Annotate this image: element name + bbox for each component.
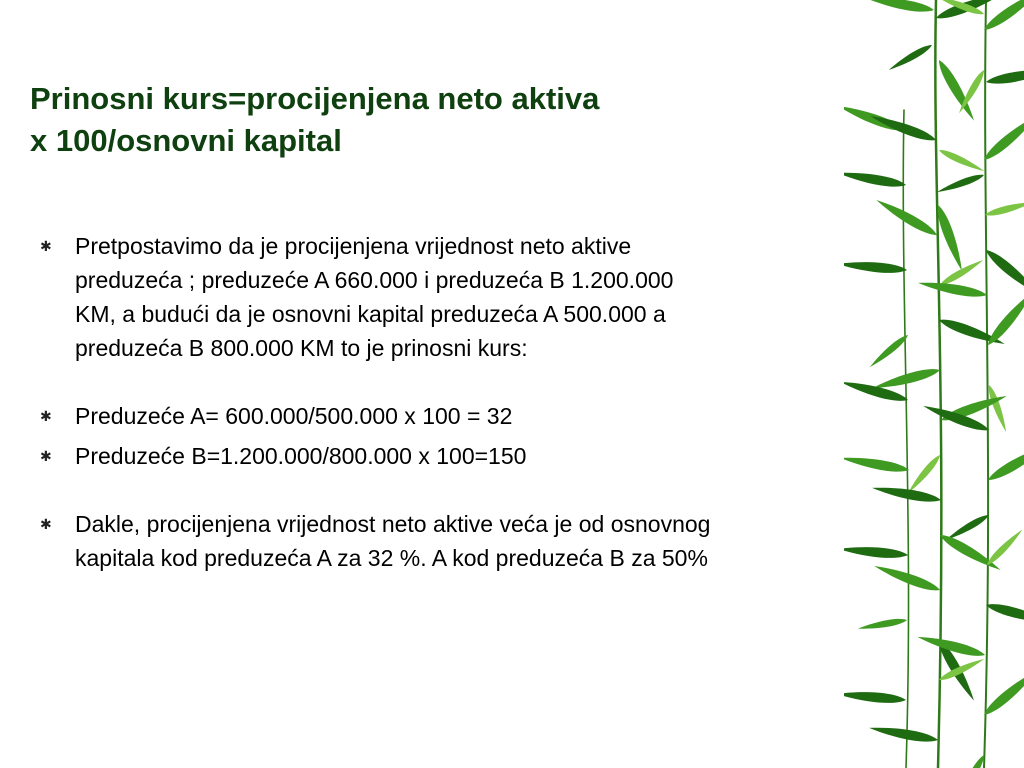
asterisk-bullet-icon: ✱ bbox=[40, 448, 52, 464]
bullet-item-conclusion bbox=[40, 507, 870, 575]
bullet-text-line: Preduzeće B=1.200.000/800.000 x 100=150 bbox=[75, 443, 527, 469]
bamboo-leaves-image bbox=[844, 0, 1024, 768]
bamboo-leaves bbox=[844, 0, 1024, 768]
bullet-text bbox=[75, 229, 870, 365]
bullet-item-assumption bbox=[40, 229, 870, 365]
bullet-item-company-a bbox=[40, 399, 870, 433]
bullet-list bbox=[40, 229, 870, 575]
bullet-text-line: preduzeća B 800.000 KM to je prinosni kurs: bbox=[75, 335, 528, 361]
bullet-text-line: preduzeća ; preduzeće A 660.000 i preduzeća B 1.200.000 bbox=[75, 267, 674, 293]
slide-title-line-1: Prinosni kurs=procijenjena neto aktiva bbox=[30, 81, 600, 116]
asterisk-bullet-icon: ✱ bbox=[40, 408, 52, 424]
bullet-text-line: KM, a budući da je osnovni kapital preduzeća A 500.000 a bbox=[75, 301, 666, 327]
slide-title bbox=[30, 78, 850, 162]
bullet-text bbox=[75, 439, 870, 473]
bullet-text bbox=[75, 399, 870, 433]
slide-title-line-2: x 100/osnovni kapital bbox=[30, 123, 342, 158]
asterisk-bullet-icon: ✱ bbox=[40, 516, 52, 532]
asterisk-bullet-icon: ✱ bbox=[40, 238, 52, 254]
bullet-item-company-b bbox=[40, 439, 870, 473]
bullet-text bbox=[75, 507, 870, 575]
bullet-text-line: kapitala kod preduzeća A za 32 %. A kod preduzeća B za 50% bbox=[75, 545, 708, 571]
bullet-text-line: Dakle, procijenjena vrijednost neto aktive veća je od osnovnog bbox=[75, 511, 711, 537]
bullet-text-line: Pretpostavimo da je procijenjena vrijednost neto aktive bbox=[75, 233, 632, 259]
bullet-text-line: Preduzeće A= 600.000/500.000 x 100 = 32 bbox=[75, 403, 513, 429]
